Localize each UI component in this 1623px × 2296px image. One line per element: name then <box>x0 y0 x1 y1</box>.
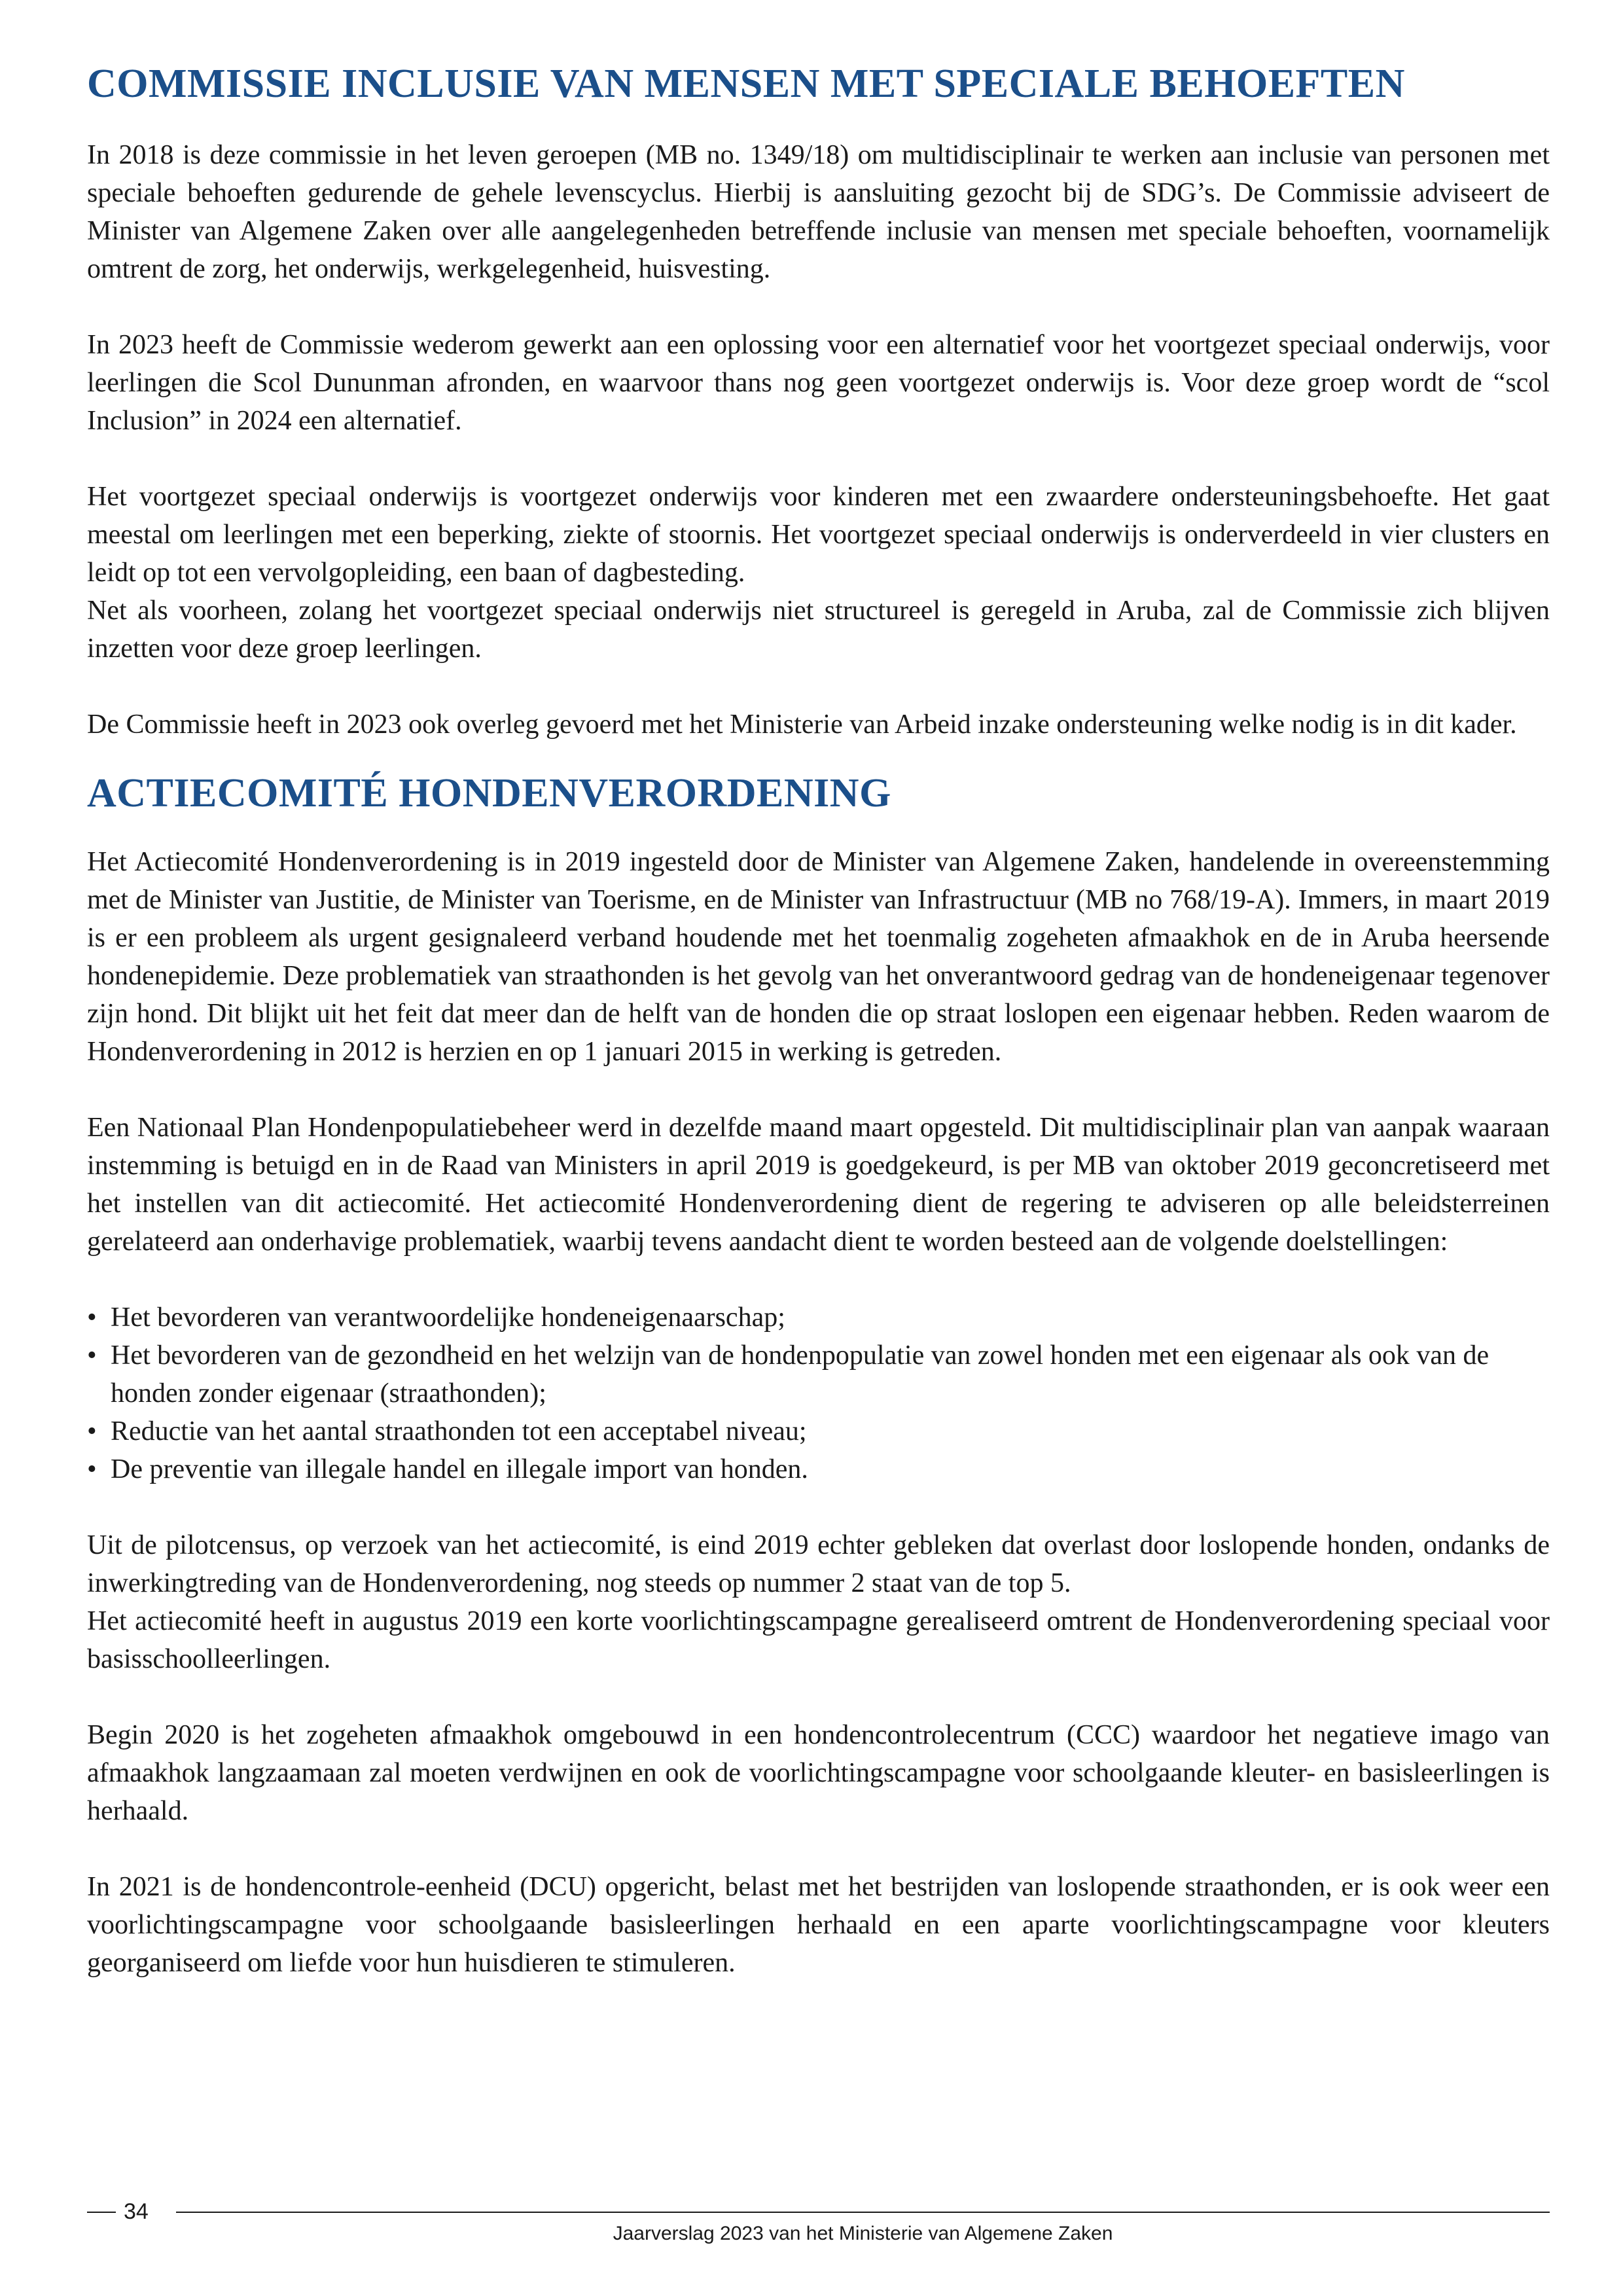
list-item: • De preventie van illegale handel en illegale import van honden. <box>87 1450 1550 1488</box>
paragraph: In 2023 heeft de Commissie wederom gewerkt aan een oplossing voor een alternatief voor het voortgezet speciaal onderwijs, voor leerlingen die Scol Dununman afronden, en waarvoor thans nog geen voortgezet onderwijs is. Voor deze groep wordt de “scol Inclusion” in 2024 een alternatief. <box>87 330 1550 436</box>
paragraph: Net als voorheen, zolang het voortgezet speciaal onderwijs niet structureel is geregeld in Aruba, zal de Commissie zich blijven inzetten voor deze groep leerlingen. <box>87 596 1550 664</box>
footer-caption: Jaarverslag 2023 van het Ministerie van Algemene Zaken <box>613 2223 1113 2244</box>
bullet-icon: • <box>87 1340 97 1371</box>
paragraph: Uit de pilotcensus, op verzoek van het actiecomité, is eind 2019 echter gebleken dat overlast door loslopende honden, ondanks de inwerkingtreding van de Hondenverordening, nog steeds op nummer 2 staat van de top 5. <box>87 1530 1550 1598</box>
section-title-inclusie: COMMISSIE INCLUSIE VAN MENSEN MET SPECIALE BEHOEFTEN <box>87 62 1405 106</box>
paragraph: Een Nationaal Plan Hondenpopulatiebeheer werd in dezelfde maand maart opgesteld. Dit multidisciplinair plan van aanpak waaraan instemming is betuigd en in de Raad van Ministers in april 2019 is goedgekeurd, is per MB van oktober 2019 geconcretiseerd met het instellen van dit actiecomité. Het actiecomité Hondenverordening dient de regering te adviseren op alle beleidsterreinen gerelateerd aan onderhavige problematiek, waarbij tevens aandacht dient te worden besteed aan de volgende doelstellingen: <box>87 1113 1550 1257</box>
paragraph: In 2018 is deze commissie in het leven geroepen (MB no. 1349/18) om multidisciplinair te werken aan inclusie van personen met speciale behoeften gedurende de gehele levenscyclus. Hierbij is aansluiting gezocht bij de SDG’s. De Commissie adviseert de Minister van Algemene Zaken over alle aangelegenheden betreffende inclusie van mensen met speciale behoeften, voornamelijk omtrent de zorg, het onderwijs, werkgelegenheid, huisvesting. <box>87 140 1550 284</box>
list-item: • Het bevorderen van verantwoordelijke hondeneigenaarschap; <box>87 1299 1550 1336</box>
paragraph: In 2021 is de hondencontrole-eenheid (DCU) opgericht, belast met het bestrijden van loslopende straathonden, er is ook weer een voorlichtingscampagne voor schoolgaande basisleerlingen herhaald en een aparte voorlichtingscampagne voor kleuters georganiseerd om liefde voor hun huisdieren te stimuleren. <box>87 1872 1550 1978</box>
bullet-icon: • <box>87 1454 97 1484</box>
goals-list <box>87 1299 1550 1488</box>
list-item: • Reductie van het aantal straathonden tot een acceptabel niveau; <box>87 1412 1550 1450</box>
paragraph: Het voortgezet speciaal onderwijs is voortgezet onderwijs voor kinderen met een zwaardere ondersteuningsbehoefte. Het gaat meestal om leerlingen met een beperking, ziekte of stoornis. Het voortgezet speciaal onderwijs is onderverdeeld in vier clusters en leidt op tot een vervolgopleiding, een baan of dagbesteding. <box>87 482 1550 588</box>
section-title-hondenverordening: ACTIECOMITÉ HONDENVERORDENING <box>87 771 891 816</box>
paragraph: De Commissie heeft in 2023 ook overleg gevoerd met het Ministerie van Arbeid inzake ondersteuning welke nodig is in dit kader. <box>87 709 1517 740</box>
bullet-icon: • <box>87 1416 97 1446</box>
footer-rule <box>176 2212 1550 2213</box>
paragraph: Begin 2020 is het zogeheten afmaakhok omgebouwd in een hondencontrolecentrum (CCC) waardoor het negatieve imago van afmaakhok langzaamaan zal moeten verdwijnen en ook de voorlichtingscampagne voor schoolgaande kleuter- en basisleerlingen is herhaald. <box>87 1720 1550 1826</box>
page-footer <box>87 2196 1550 2248</box>
paragraph: Het Actiecomité Hondenverordening is in 2019 ingesteld door de Minister van Algemene Zaken, handelende in overeenstemming met de Minister van Justitie, de Minister van Toerisme, en de Minister van Infrastructuur (MB no 768/19-A). Immers, in maart 2019 is er een probleem als urgent gesignaleerd verband houdende met het toenmalig zogeheten afmaakhok en de in Aruba heersende hondenepidemie. Deze problematiek van straathonden is het gevolg van het onverantwoord gedrag van de hondeneigenaar tegenover zijn hond. Dit blijkt uit het feit dat meer dan de helft van de honden die op straat loslopen een eigenaar hebben. Reden waarom de Hondenverordening in 2012 is herzien en op 1 januari 2015 in werking is getreden. <box>87 847 1550 1067</box>
page-number: 34 <box>124 2199 149 2224</box>
paragraph: Het actiecomité heeft in augustus 2019 een korte voorlichtingscampagne gerealiseerd omtrent de Hondenverordening speciaal voor basisschoolleerlingen. <box>87 1606 1550 1674</box>
list-item: • Het bevorderen van de gezondheid en het welzijn van de hondenpopulatie van zowel honden met een eigenaar als ook van de honden zonder eigenaar (straathonden); <box>87 1336 1550 1412</box>
bullet-icon: • <box>87 1302 97 1333</box>
footer-dash <box>87 2212 116 2213</box>
page-body <box>87 52 1550 1982</box>
